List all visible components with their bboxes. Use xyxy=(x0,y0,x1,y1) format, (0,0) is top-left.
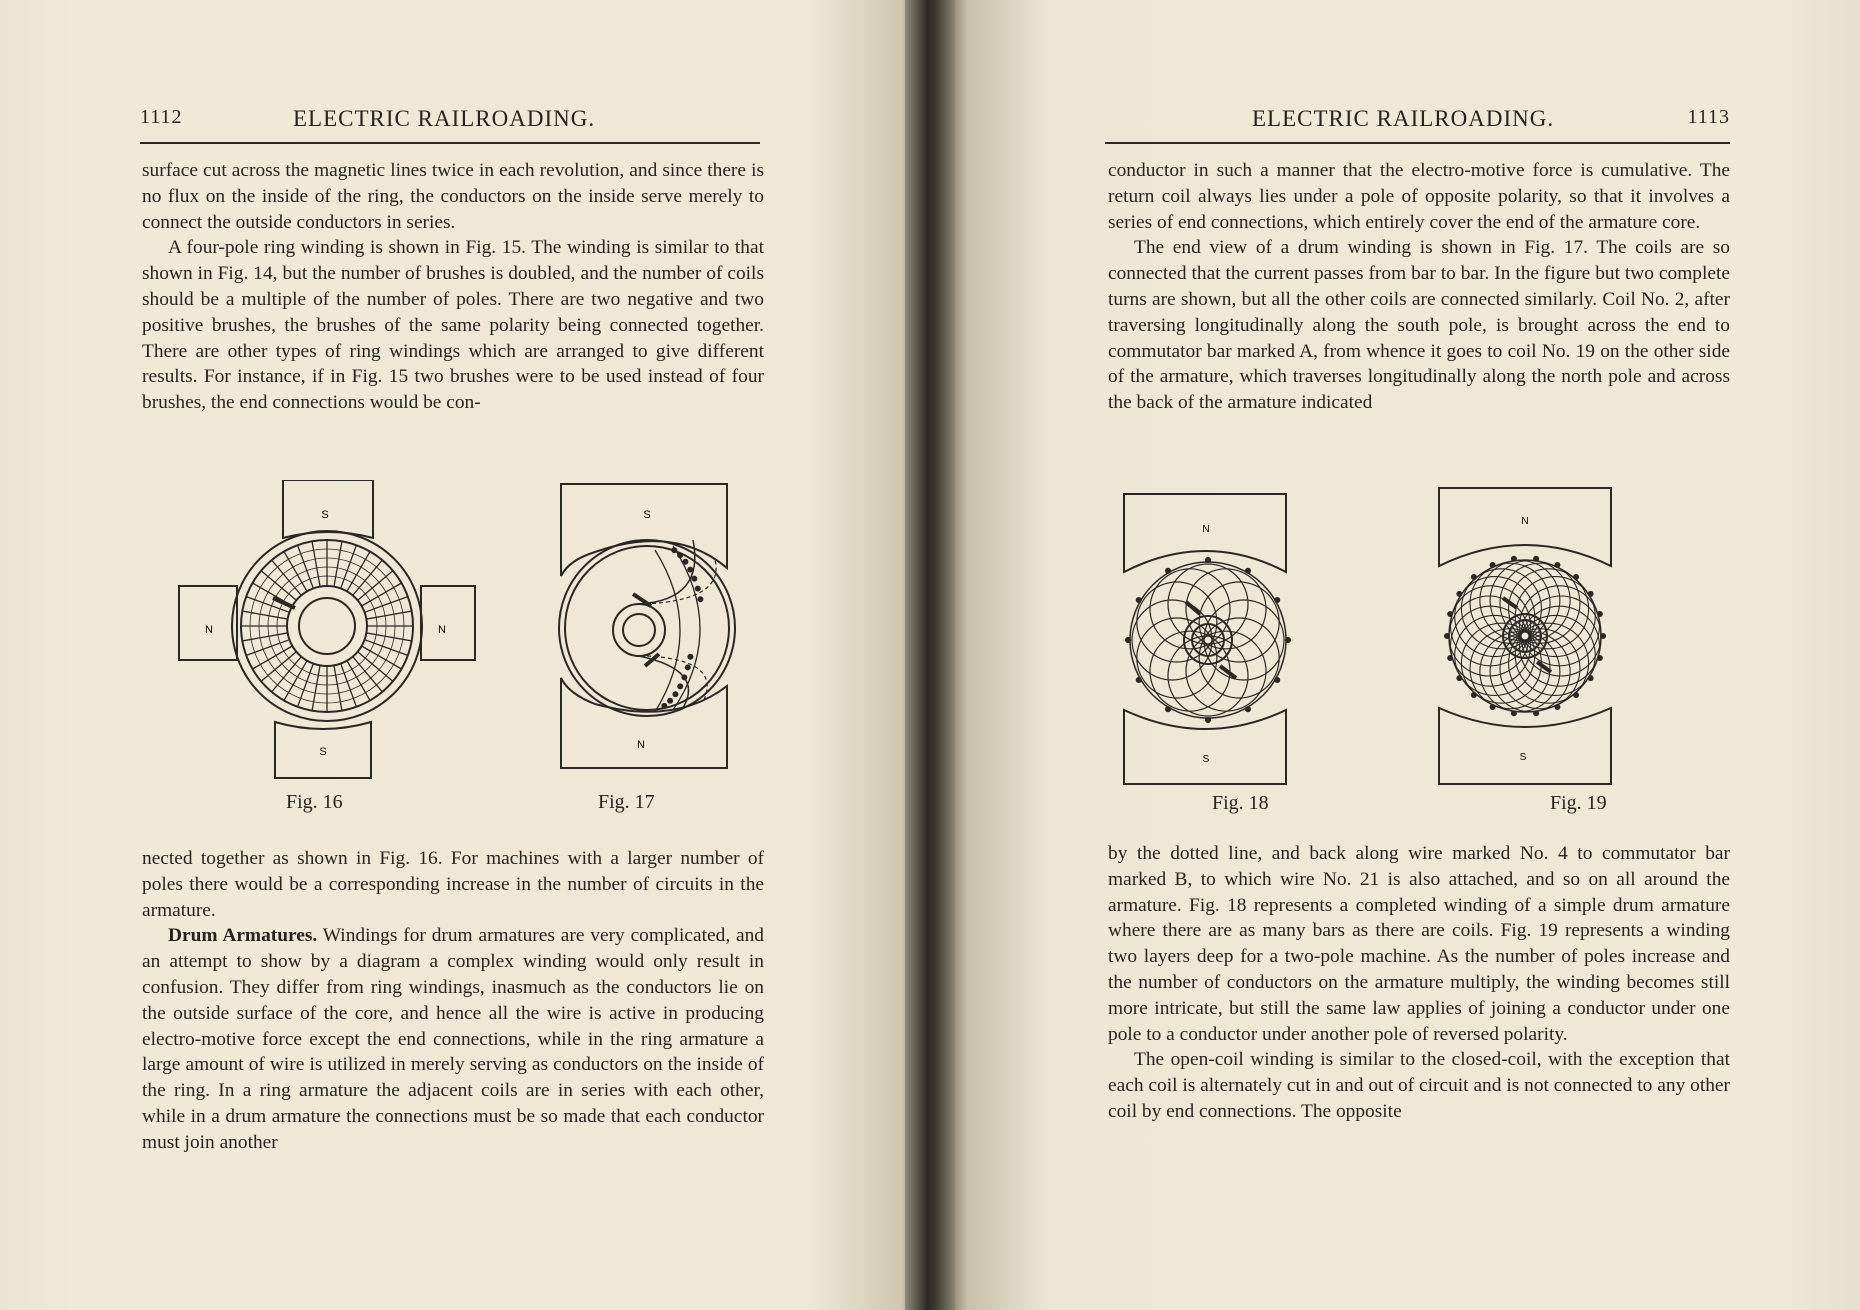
conductor-dot xyxy=(671,547,677,553)
conductor-dot xyxy=(1245,568,1251,574)
conductor-dot xyxy=(1511,710,1517,716)
pole-label-top: N xyxy=(1202,524,1210,535)
conductor-dot xyxy=(661,703,667,709)
left-text-top xyxy=(142,158,764,416)
figure-17-diagram xyxy=(555,480,740,770)
paragraph: The end view of a drum winding is shown in Fig. 17. The coils are so connected that the current passes from bar to bar. In the figure but two complete turns are shown, but all the other coils are connected similarly. Coil No. 2, after traversing longitudinally along the south pole, is brought across the end to commutator bar marked A, from whence it goes to coil No. 19 on the other side of the armature, which traverses longitudinally along the north pole and across the back of the armature indicated xyxy=(1108,237,1730,414)
figure-18-caption: Fig. 18 xyxy=(1212,792,1269,814)
pole-label-left: N xyxy=(205,624,213,636)
coil-loop xyxy=(1515,577,1595,657)
conductor-dot xyxy=(677,552,683,558)
conductor-dot xyxy=(1456,675,1462,681)
right-text-top xyxy=(1108,158,1730,416)
winding-line xyxy=(334,665,342,710)
conductor-dot xyxy=(672,691,678,697)
conductor-dot xyxy=(667,698,673,704)
winding-line xyxy=(312,665,320,710)
conductor-dot xyxy=(1165,568,1171,574)
conductor-dot xyxy=(1490,562,1496,568)
conductor-dot xyxy=(1274,597,1280,603)
right-page-header xyxy=(1105,106,1730,144)
book-gutter xyxy=(905,0,955,1310)
conductor-dot xyxy=(1444,633,1450,639)
paragraph: The open-coil winding is similar to the closed-coil, with the exception that each coil is alternately cut in and out of circuit and is not connected to any other coil by end connections. The opposite xyxy=(1108,1049,1730,1122)
right-page xyxy=(940,0,1860,1310)
winding-line xyxy=(242,611,287,619)
pole-label-bottom: S xyxy=(1202,754,1210,765)
running-head: ELECTRIC RAILROADING. xyxy=(1252,106,1555,131)
conductor-dot xyxy=(1533,556,1539,562)
conductor-dot xyxy=(1597,611,1603,617)
conductor-dot xyxy=(1533,710,1539,716)
paragraph: nected together as shown in Fig. 16. For machines with a larger number of poles there would be a corresponding increase in the number of circuits in the armature. xyxy=(142,848,764,921)
coil-loop xyxy=(1455,615,1535,695)
pole-label-top: S xyxy=(643,509,651,521)
conductor-dot xyxy=(1588,591,1594,597)
left-page-header xyxy=(140,106,760,144)
conductor-dot xyxy=(1471,574,1477,580)
paragraph: A four-pole ring winding is shown in Fig. 15. The winding is similar to that shown in Fig. 14, but the number of brushes is doubled, and the number of coils should be a multiple of the number of poles. There are two negative and two positive brushes, the brushes of the same polarity being connected together. There are other types of ring windings which are arranged to give different results. For instance, if in Fig. 15 two brushes were to be used instead of four brushes, the end connections would be con- xyxy=(142,237,764,414)
pole-label-bottom: S xyxy=(319,746,327,758)
conductor-dot xyxy=(1245,706,1251,712)
winding-line xyxy=(242,633,287,641)
conductor-dot xyxy=(1588,675,1594,681)
page-number: 1112 xyxy=(140,106,183,128)
conductor-dot xyxy=(685,664,691,670)
pole-label-bottom: N xyxy=(637,739,645,751)
pole-label-top: S xyxy=(321,509,329,521)
conductor-dot xyxy=(1597,655,1603,661)
conductor-dot xyxy=(687,567,693,573)
coil-loop xyxy=(1461,569,1541,649)
section-heading: Drum Armatures. xyxy=(168,925,318,947)
conductor-dot xyxy=(1274,677,1280,683)
winding-ring xyxy=(277,576,377,676)
winding-line xyxy=(334,541,342,586)
conductor-dot xyxy=(1511,556,1517,562)
conductor-dot xyxy=(681,674,687,680)
conductor-dot xyxy=(687,654,693,660)
conductor-dot xyxy=(1573,574,1579,580)
pole-label-top: N xyxy=(1521,516,1529,527)
conductor-dot xyxy=(1165,706,1171,712)
figure-17-caption: Fig. 17 xyxy=(598,791,655,813)
page-number: 1113 xyxy=(1687,106,1730,128)
running-head: ELECTRIC RAILROADING. xyxy=(293,106,596,131)
winding-line xyxy=(366,633,411,641)
paragraph: by the dotted line, and back along wire marked No. 4 to commutator bar marked B, to which wire No. 21 is also attached, and so on all around the armature. Fig. 18 represents a completed winding of a simple drum armature where there are as many bars as there are coils. Fig. 19 represents a winding two layers deep for a two-pole machine. As the number of poles increase and the number of conductors on the armature multiply, the winding becomes still more intricate, but still the same law applies of joining a conductor under one pole to a conductor under another pole of reversed polarity. xyxy=(1108,843,1730,1045)
left-text-bottom xyxy=(142,846,764,1156)
pole-label-bottom: S xyxy=(1519,752,1527,763)
conductor-dot xyxy=(1554,704,1560,710)
left-page xyxy=(0,0,920,1310)
conductor-dot xyxy=(682,559,688,565)
winding-line xyxy=(312,541,320,586)
conductor-dot xyxy=(677,683,683,689)
conductor-dot xyxy=(695,586,701,592)
conductor-dot xyxy=(1285,637,1291,643)
pole-label-right: N xyxy=(438,624,446,636)
conductor-dot xyxy=(1136,677,1142,683)
winding-line xyxy=(366,611,411,619)
conductor-dot xyxy=(1471,692,1477,698)
conductor-dot xyxy=(1600,633,1606,639)
conductor-dot xyxy=(1554,562,1560,568)
conductor-dot xyxy=(1447,611,1453,617)
figure-19-diagram xyxy=(1435,484,1635,789)
figure-19-caption: Fig. 19 xyxy=(1550,792,1607,814)
conductor-dot xyxy=(1136,597,1142,603)
figure-16-caption: Fig. 16 xyxy=(286,791,343,813)
conductor-dot xyxy=(697,596,703,602)
paragraph: surface cut across the magnetic lines twice in each revolution, and since there is no flux on the inside of the ring, the conductors on the inside serve merely to connect the outside conductors in series. xyxy=(142,160,764,233)
figure-18-diagram xyxy=(1120,490,1320,790)
conductor-dot xyxy=(1456,591,1462,597)
conductor-dot xyxy=(1573,692,1579,698)
conductor-dot xyxy=(691,576,697,582)
conductor-dot xyxy=(1447,655,1453,661)
paragraph-text: Windings for drum armatures are very complicated, and an attempt to show by a diagram a complex winding would only result in confusion. They differ from ring windings, inasmuch as the conductors lie on the outside surface of the core, and hence all the wire is active in producing electro-motive force except the end connections, while in the ring armature a large amount of wire is utilized in merely serving as conductors on the inside of the ring. In a ring armature the adjacent coils are in series with each other, while in a drum armature the connections must be so made that each conductor must join another xyxy=(142,925,765,1153)
conductor-dot xyxy=(1205,557,1211,563)
paragraph xyxy=(142,923,764,1155)
paragraph: conductor in such a manner that the electro-motive force is cumulative. The return coil always lies under a pole of opposite polarity, so that it involves a series of end connections, which entirely cover the end of the armature core. xyxy=(1108,160,1730,233)
conductor-dot xyxy=(1490,704,1496,710)
figure-16-diagram xyxy=(175,480,485,780)
conductor-dot xyxy=(1205,717,1211,723)
conductor-dot xyxy=(1125,637,1131,643)
right-text-bottom xyxy=(1108,841,1730,1125)
